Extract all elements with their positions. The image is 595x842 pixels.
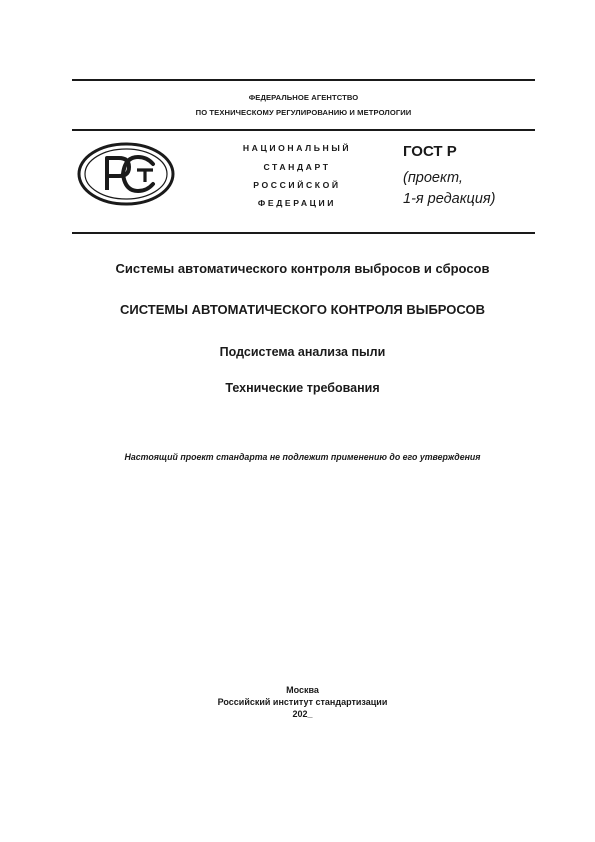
document-title: СИСТЕМЫ АВТОМАТИЧЕСКОГО КОНТРОЛЯ ВЫБРОСОВ <box>120 302 485 317</box>
draft-status-line-2: 1-я редакция) <box>403 191 496 207</box>
national-line-2: СТАНДАРТ <box>263 162 331 172</box>
national-line-1: НАЦИОНАЛЬНЫЙ <box>242 143 352 153</box>
agency-name-line-2: ПО ТЕХНИЧЕСКОМУ РЕГУЛИРОВАНИЮ И МЕТРОЛОГИИ <box>195 108 412 117</box>
draft-status-line-1: (проект, <box>403 170 463 186</box>
standard-code: ГОСТ Р <box>403 143 457 160</box>
national-line-4: ФЕДЕРАЦИИ <box>257 198 337 208</box>
requirements-title: Технические требования <box>225 381 380 395</box>
header-rule <box>72 129 535 131</box>
top-rule <box>72 79 535 81</box>
imprint-year: 202_ <box>292 709 313 719</box>
gost-r-logo-icon <box>77 142 175 206</box>
imprint-publisher: Российский институт стандартизации <box>217 697 388 707</box>
national-line-3: РОССИЙСКОЙ <box>253 180 341 190</box>
bottom-rule <box>72 232 535 234</box>
series-title: Системы автоматического контроля выбросов и сбросов <box>115 261 490 276</box>
imprint-city: Москва <box>286 685 319 695</box>
agency-name-line-1: ФЕДЕРАЛЬНОЕ АГЕНТСТВО <box>248 93 359 102</box>
draft-notice: Настоящий проект стандарта не подлежит применению до его утверждения <box>124 452 481 462</box>
subsystem-title: Подсистема анализа пыли <box>219 345 386 359</box>
